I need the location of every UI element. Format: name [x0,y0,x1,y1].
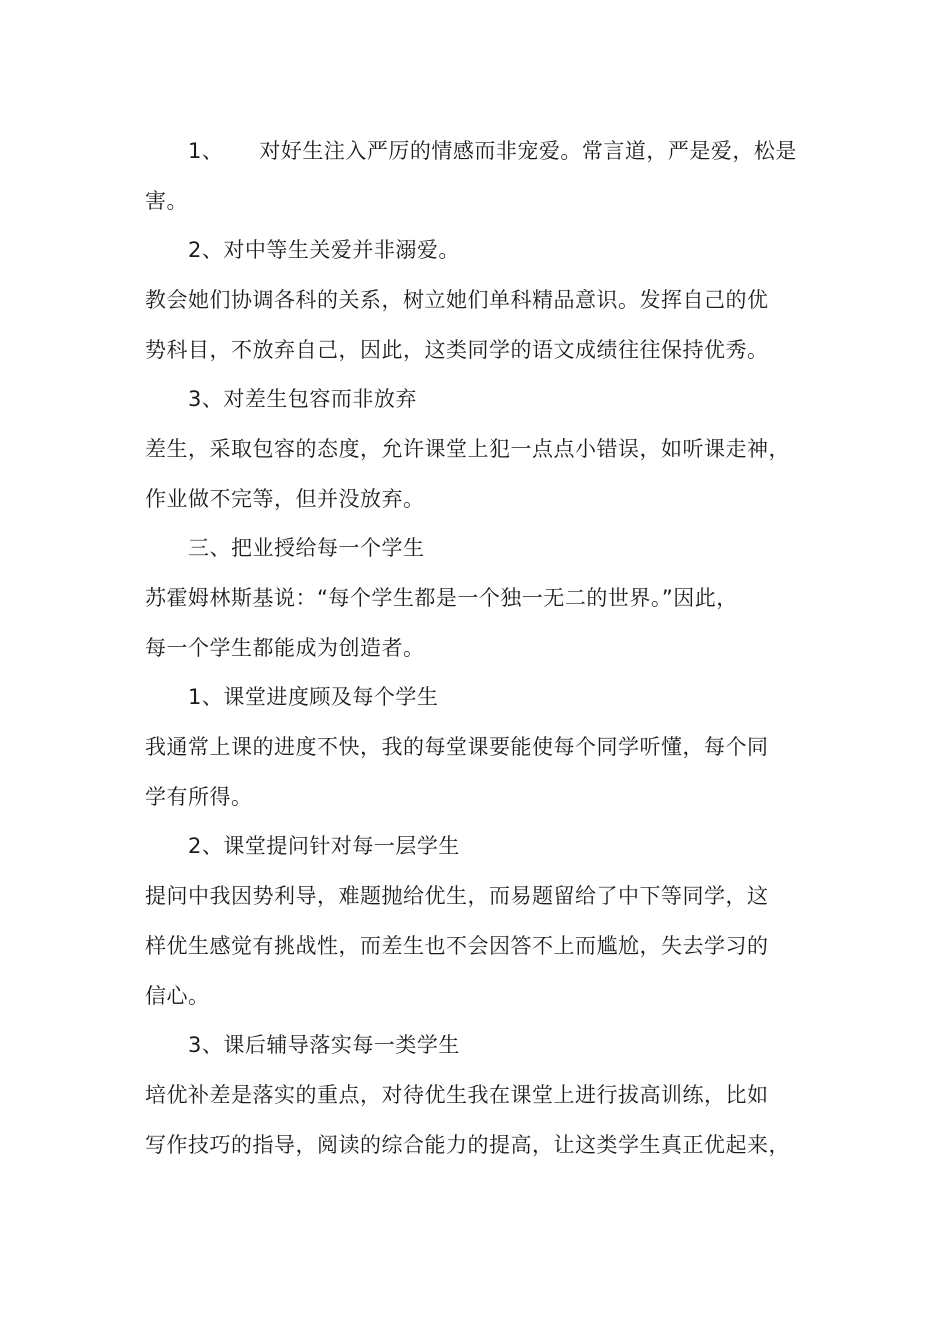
text-line: 提问中我因势利导，难题抛给优生，而易题留给了中下等同学，这 [145,884,769,908]
list-item-heading: 1、课堂进度顾及每个学生 [188,685,439,709]
text-line: 害。 [145,189,188,213]
list-item-heading: 2、课堂提问针对每一层学生 [188,834,460,858]
text-line: 样优生感觉有挑战性，而差生也不会因答不上而尴尬，失去学习的 [145,934,769,958]
text-line: 每一个学生都能成为创造者。 [145,636,425,660]
text-line: 信心。 [145,984,210,1008]
text-line: 学有所得。 [145,785,253,809]
text-line: 差生，采取包容的态度，允许课堂上犯一点点小错误，如听课走神， [145,437,790,461]
text-line: 我通常上课的进度不快，我的每堂课要能使每个同学听懂，每个同 [145,735,769,759]
list-item-heading: 3、课后辅导落实每一类学生 [188,1033,460,1057]
text-line: 写作技巧的指导，阅读的综合能力的提高，让这类学生真正优起来， [145,1133,790,1157]
list-number: 1、 [188,139,224,163]
list-item-heading [188,137,797,165]
text-line: 苏霍姆林斯基说：“每个学生都是一个独一无二的世界。”因此， [145,586,738,610]
section-heading: 三、把业授给每一个学生 [188,536,425,560]
text-line: 势科目，不放弃自己，因此，这类同学的语文成绩往往保持优秀。 [145,338,769,362]
text-line: 作业做不完等，但并没放弃。 [145,487,425,511]
list-item-heading: 2、对中等生关爱并非溺爱。 [188,238,460,262]
text-line: 培优补差是落实的重点，对待优生我在课堂上进行拔高训练，比如 [145,1083,769,1107]
list-item-heading: 3、对差生包容而非放弃 [188,387,417,411]
text-line: 教会她们协调各科的关系，树立她们单科精品意识。发挥自己的优 [145,288,769,312]
line-text: 对好生注入严厉的情感而非宠爱。常言道，严是爱，松是 [259,139,797,163]
